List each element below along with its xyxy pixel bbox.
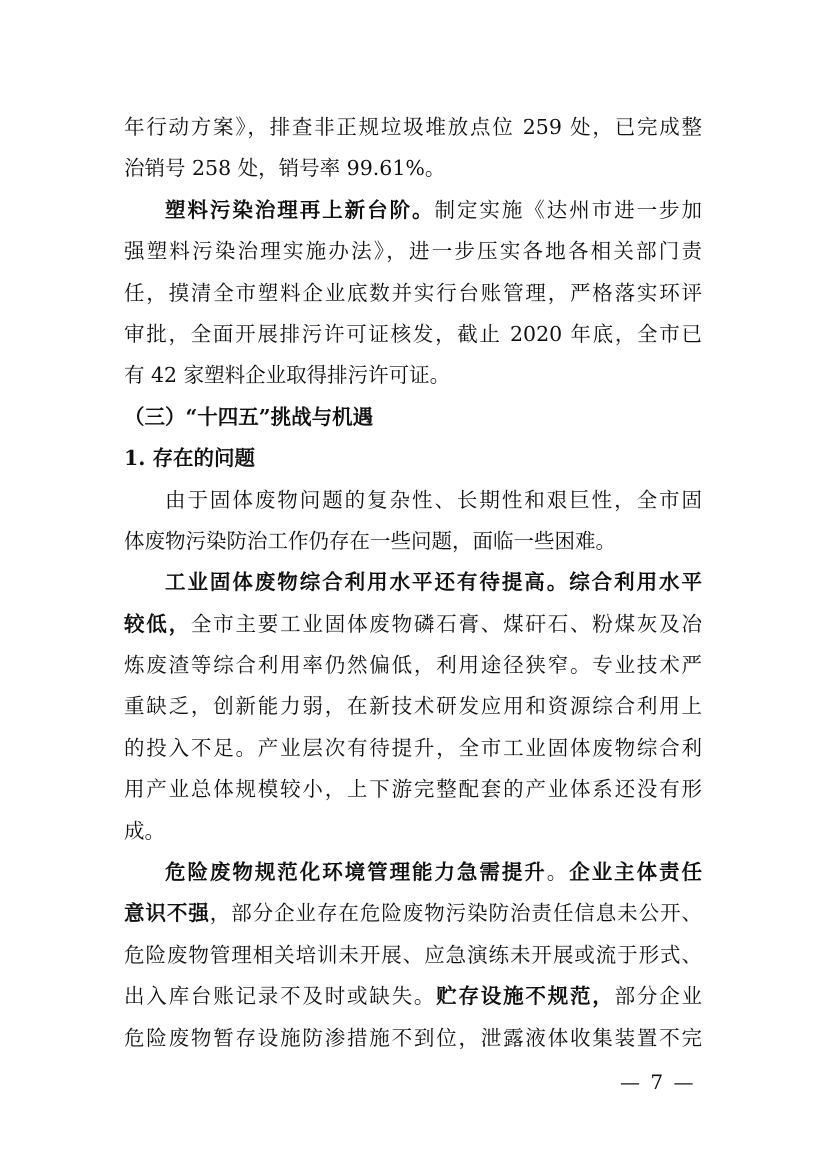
- text-run: 用产业总体规模较小，上下游完整配套的产业体系还没有形: [124, 777, 702, 802]
- text-run: 危险废物管理相关培训未开展、应急演练未开展或流于形式、: [124, 942, 702, 967]
- bold-text: 贮存设施不规范，: [436, 984, 615, 1009]
- text-line: [124, 686, 702, 727]
- text-run: 的投入不足。产业层次有待提升，全市工业固体废物综合利: [124, 735, 702, 760]
- text-run: 审批，全面开展排污许可证核发，截止 2020 年底，全市已: [124, 321, 702, 346]
- text-line: [124, 148, 702, 189]
- page-number: — 7 —: [620, 1070, 696, 1094]
- text-line: [124, 645, 702, 686]
- text-run: 体废物污染防治工作仍存在一些问题，面临一些困难。: [124, 528, 616, 553]
- text-run: 由于固体废物问题的复杂性、长期性和艰巨性，全市固: [165, 487, 702, 512]
- text-line: [124, 893, 702, 934]
- text-line: [124, 107, 702, 148]
- text-line: [124, 480, 702, 521]
- text-run: 危险废物暂存设施防渗措施不到位，泄露液体收集装置不完: [124, 1025, 702, 1050]
- text-run: ，部分企业存在危险废物污染防治责任信息未公开、: [209, 901, 703, 926]
- text-run: 。: [546, 860, 570, 885]
- text-line: [124, 976, 702, 1017]
- text-line: [124, 811, 702, 852]
- text-line: [124, 728, 702, 769]
- text-run: 成。: [124, 818, 165, 843]
- bold-text: 塑料污染治理再上新台阶。: [165, 197, 435, 222]
- text-line: [124, 397, 702, 438]
- text-line: [124, 935, 702, 976]
- text-line: [124, 314, 702, 355]
- text-run: 部分企业: [614, 984, 703, 1009]
- text-line: [124, 769, 702, 810]
- text-line: [124, 190, 702, 231]
- text-run: 任，摸清全市塑料企业底数并实行台账管理，严格落实环评: [124, 280, 702, 305]
- bold-text: 意识不强: [124, 901, 210, 926]
- bold-text: 1. 存在的问题: [124, 446, 256, 471]
- text-run: 制定实施《达州市进一步加: [434, 197, 703, 222]
- text-run: 全市主要工业固体废物磷石膏、煤矸石、粉煤灰及冶: [190, 611, 703, 636]
- bold-text: 企业主体责任: [569, 860, 703, 885]
- text-line: [124, 438, 702, 479]
- text-line: [124, 1018, 702, 1059]
- text-line: [124, 604, 702, 645]
- bold-text: 较低，: [124, 611, 191, 636]
- bold-text: 工业固体废物综合利用水平还有待提高。综合利用水平: [165, 570, 702, 595]
- text-run: 强塑料污染治理实施办法》，进一步压实各地各相关部门责: [124, 239, 702, 264]
- text-line: [124, 355, 702, 396]
- text-line: [124, 562, 702, 603]
- text-run: 出入库台账记录不及时或缺失。: [124, 984, 437, 1009]
- bold-text: （三）“十四五”挑战与机遇: [124, 404, 374, 429]
- bold-text: 危险废物规范化环境管理能力急需提升: [165, 860, 547, 885]
- text-run: 年行动方案》，排查非正规垃圾堆放点位 259 处，已完成整: [124, 115, 702, 139]
- text-run: 有 42 家塑料企业取得排污许可证。: [124, 363, 451, 388]
- text-line: [124, 231, 702, 272]
- document-body: [124, 107, 702, 1059]
- text-run: 炼废渣等综合利用率仍然偏低，利用途径狭窄。专业技术严: [124, 653, 702, 678]
- text-line: [124, 273, 702, 314]
- text-run: 重缺乏，创新能力弱，在新技术研发应用和资源综合利用上: [124, 694, 702, 719]
- text-line: [124, 852, 702, 893]
- text-line: [124, 521, 702, 562]
- text-run: 治销号 258 处，销号率 99.61%。: [124, 156, 446, 181]
